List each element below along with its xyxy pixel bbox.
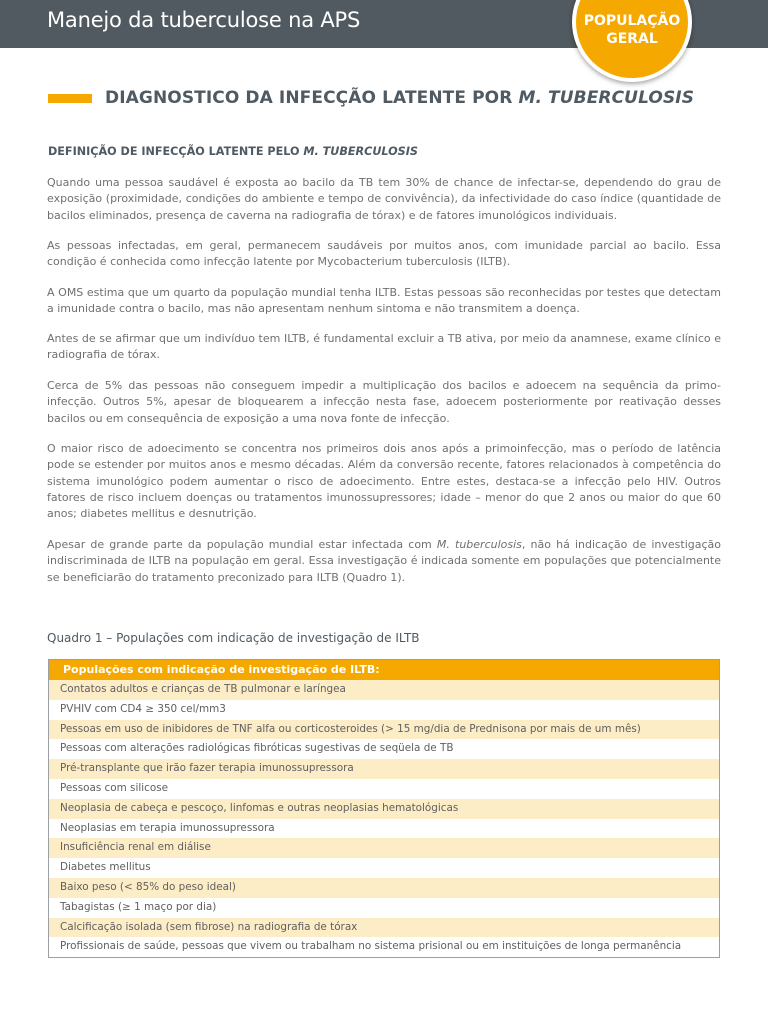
- paragraph-4: Antes de se afirmar que um indivíduo tem ILTB, é fundamental excluir a TB ativa, por meio da anamnese, exame clínico e radiografia de tórax.: [47, 332, 721, 362]
- paragraph-6: O maior risco de adoecimento se concentra nos primeiros dois anos após a primoinfecção, mas o período de latência pode se estender por muitos anos e mesmo décadas. Além da conversão recente, fatores relacionados à competência do sistema imunológico podem aumentar o risco de adoecimento. Entre estes, destaca-se a infecção pelo HIV. Outros fatores de risco incluem doenças ou tratamentos imunossupressores; idade – menor do que 2 anos ou maior do que 60 anos; diabetes mellitus e desnutrição.: [47, 442, 721, 521]
- table-row: Contatos adultos e crianças de TB pulmonar e laríngea: [49, 680, 719, 700]
- table-row: Pessoas com silicose: [49, 779, 719, 799]
- paragraph-7-start: Apesar de grande parte da população mundial estar infectada com: [47, 538, 437, 551]
- table-row: Tabagistas (≥ 1 maço por dia): [49, 898, 719, 918]
- paragraph-7: [47, 537, 721, 586]
- table-row: Neoplasia de cabeça e pescoço, linfomas e outras neoplasias hematológicas: [49, 799, 719, 819]
- table-row: PVHIV com CD4 ≥ 350 cel/mm3: [49, 700, 719, 720]
- badge-line-2: GERAL: [606, 31, 658, 47]
- table-body: [49, 680, 719, 957]
- subtitle-text: DEFINIÇÃO DE INFECÇÃO LATENTE PELO: [48, 145, 304, 158]
- title-accent-bar: [48, 94, 92, 103]
- paragraph-7-italic: M. tuberculosis: [436, 538, 522, 551]
- section-subtitle: [48, 145, 418, 158]
- table-caption: Quadro 1 – Populações com indicação de investigação de ILTB: [47, 631, 420, 645]
- table-row: Neoplasias em terapia imunossupressora: [49, 819, 719, 839]
- table-row: Insuficiência renal em diálise: [49, 838, 719, 858]
- table-row: Pessoas com alterações radiológicas fibróticas sugestivas de seqüela de TB: [49, 739, 719, 759]
- table-row: Baixo peso (< 85% do peso ideal): [49, 878, 719, 898]
- section-title: [105, 88, 694, 108]
- paragraph-2: As pessoas infectadas, em geral, permanecem saudáveis por muitos anos, com imunidade parcial ao bacilo. Essa condição é conhecida como infecção latente por Mycobacterium tuberculosis (ILTB).: [47, 239, 721, 269]
- section-title-text: DIAGNOSTICO DA INFECÇÃO LATENTE POR: [105, 88, 519, 108]
- table-row: Diabetes mellitus: [49, 858, 719, 878]
- table-row: Calcificação isolada (sem fibrose) na radiografia de tórax: [49, 918, 719, 938]
- badge-line-1: POPULAÇÃO: [583, 13, 681, 29]
- table-row: Profissionais de saúde, pessoas que vivem ou trabalham no sistema prisional ou em instituições de longa permanência: [49, 937, 719, 957]
- paragraph-3: A OMS estima que um quarto da população mundial tenha ILTB. Estas pessoas são reconhecidas por testes que detectam a imunidade contra o bacilo, mas não apresentam nenhum sintoma e não transmitem a doença.: [47, 286, 721, 316]
- table-row: Pessoas em uso de inibidores de TNF alfa ou corticosteroides (> 15 mg/dia de Prednisona por mais de um mês): [49, 720, 719, 740]
- table-row: Pré-transplante que irão fazer terapia imunossupressora: [49, 759, 719, 779]
- subtitle-italic: M. TUBERCULOSIS: [303, 145, 418, 158]
- table-header: Populações com indicação de investigação de ILTB:: [49, 660, 719, 680]
- paragraph-5: Cerca de 5% das pessoas não conseguem impedir a multiplicação dos bacilos e adoecem na sequência da primo-infecção. Outros 5%, apesar de bloquearem a infecção nesta fase, adoecem posteriormente por reativação desses bacilos ou em consequência de exposição a uma nova fonte de infecção.: [47, 379, 721, 425]
- section-title-italic: M. TUBERCULOSIS: [518, 88, 695, 108]
- paragraph-7-end: , não há indicação de investigação indiscriminada de ILTB na população em geral. Essa investigação é indicada somente em populações que potencialmente se beneficiarão do tratamento preconizado para ILTB (Quadro 1).: [47, 538, 722, 584]
- population-badge: [572, 0, 692, 82]
- paragraph-1: Quando uma pessoa saudável é exposta ao bacilo da TB tem 30% de chance de infectar-se, dependendo do grau de exposição (proximidade, condições do ambiente e tempo de convivência), da infectividade do caso índice (quantidade de bacilos eliminados, presença de caverna na radiografia de tórax) e de fatores imunológicos individuais.: [47, 176, 721, 222]
- header-title: Manejo da tuberculose na APS: [47, 8, 361, 32]
- populations-table: [48, 659, 720, 958]
